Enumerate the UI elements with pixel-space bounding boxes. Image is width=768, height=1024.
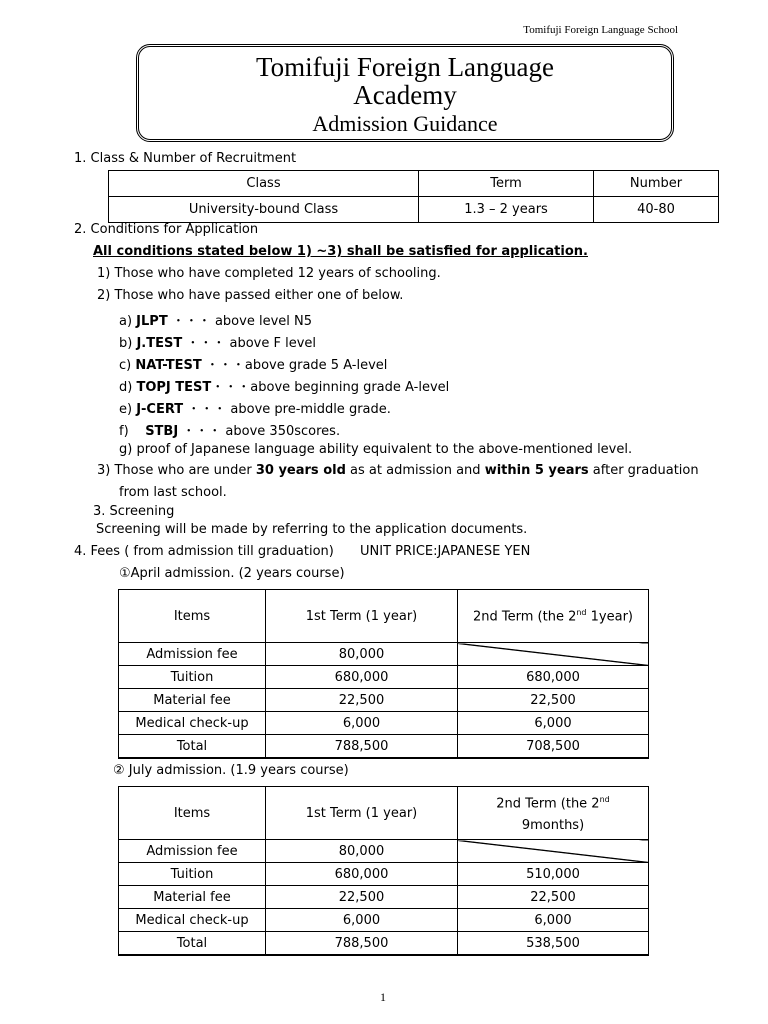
table-row	[119, 689, 649, 712]
july-caption: ② July admission. (1.9 years course)	[113, 763, 349, 778]
col-term: Term	[419, 171, 594, 197]
header-school-name: Tomifuji Foreign Language School	[523, 24, 678, 36]
fee-term1: 680,000	[266, 863, 458, 886]
fee-term2: 22,500	[458, 689, 649, 712]
table-row	[119, 863, 649, 886]
condition-item-e: e) J-CERT ・・・ above pre-middle grade.	[119, 402, 391, 417]
cell-class: University-bound Class	[109, 197, 419, 223]
fee-term2: 6,000	[458, 909, 649, 932]
table-row	[119, 886, 649, 909]
table-row-total	[119, 932, 649, 956]
fee-term1: 680,000	[266, 666, 458, 689]
title-box	[136, 44, 674, 142]
fee-item: Admission fee	[119, 840, 266, 863]
condition-item-g: g) proof of Japanese language ability equivalent to the above-mentioned level.	[119, 442, 633, 457]
table-row	[119, 712, 649, 735]
col-class: Class	[109, 171, 419, 197]
fee-item: Medical check-up	[119, 712, 266, 735]
section2-heading: 2. Conditions for Application	[74, 222, 259, 237]
fee-term1: 80,000	[266, 840, 458, 863]
fee-item: Total	[119, 932, 266, 956]
fee-term2: 708,500	[458, 735, 649, 759]
section1-heading: 1. Class & Number of Recruitment	[74, 151, 297, 166]
fee-item: Tuition	[119, 863, 266, 886]
condition-item-c: c) NAT-TEST ・・・above grade 5 A-level	[119, 358, 388, 373]
section4-heading: 4. Fees ( from admission till graduation)	[74, 544, 334, 559]
conditions-note: All conditions stated below 1) ~3) shall be satisfied for application.	[93, 244, 588, 259]
fee-item: Tuition	[119, 666, 266, 689]
condition-item-b: b) J.TEST ・・・ above F level	[119, 336, 317, 351]
table-row	[119, 666, 649, 689]
fee-term1: 80,000	[266, 643, 458, 666]
page-number: 1	[380, 990, 386, 1004]
section3-heading: 3. Screening	[93, 504, 175, 519]
fee-term1: 6,000	[266, 909, 458, 932]
july-fee-table	[118, 786, 649, 956]
fee-term2-empty	[458, 643, 649, 666]
fee-header-term1: 1st Term (1 year)	[266, 787, 458, 840]
fee-item: Medical check-up	[119, 909, 266, 932]
screening-text: Screening will be made by referring to the application documents.	[96, 522, 528, 537]
unit-price: UNIT PRICE:JAPANESE YEN	[360, 544, 531, 559]
fee-header-term2: 2nd Term (the 2nd 9months)	[458, 787, 649, 840]
fee-term1: 22,500	[266, 689, 458, 712]
table-row	[119, 909, 649, 932]
table-row	[119, 643, 649, 666]
fee-term2-empty	[458, 840, 649, 863]
condition-1: 1) Those who have completed 12 years of schooling.	[97, 266, 441, 281]
title-line-3: Admission Guidance	[312, 111, 498, 136]
fee-term2: 680,000	[458, 666, 649, 689]
fee-term2: 6,000	[458, 712, 649, 735]
fee-item: Material fee	[119, 886, 266, 909]
condition-3: 3) Those who are under 30 years old as at admission and within 5 years after graduation	[97, 463, 699, 478]
fee-header-items: Items	[119, 787, 266, 840]
col-number: Number	[594, 171, 719, 197]
recruitment-table	[108, 170, 719, 223]
fee-term2: 510,000	[458, 863, 649, 886]
condition-2: 2) Those who have passed either one of below.	[97, 288, 404, 303]
title-line-1: Tomifuji Foreign Language	[255, 52, 555, 82]
condition-item-f: f) STBJ ・・・ above 350scores.	[119, 424, 341, 439]
april-caption: ①April admission. (2 years course)	[119, 566, 345, 581]
fee-term1: 6,000	[266, 712, 458, 735]
title-line-2: Academy	[353, 80, 457, 110]
condition-item-d: d) TOPJ TEST・・・above beginning grade A-level	[119, 380, 450, 395]
condition-item-a: a) JLPT ・・・ above level N5	[119, 314, 313, 329]
fee-item: Material fee	[119, 689, 266, 712]
cell-term: 1.3 – 2 years	[419, 197, 594, 223]
table-row-total	[119, 735, 649, 759]
fee-term1: 788,500	[266, 735, 458, 759]
fee-term2: 22,500	[458, 886, 649, 909]
april-fee-table	[118, 589, 649, 759]
fee-term1: 22,500	[266, 886, 458, 909]
fee-header-items: Items	[119, 590, 266, 643]
fee-term2: 538,500	[458, 932, 649, 956]
cell-number: 40-80	[594, 197, 719, 223]
fee-header-term1: 1st Term (1 year)	[266, 590, 458, 643]
fee-term1: 788,500	[266, 932, 458, 956]
condition-3-cont: from last school.	[119, 485, 227, 500]
fee-item: Admission fee	[119, 643, 266, 666]
fee-item: Total	[119, 735, 266, 759]
table-row	[119, 840, 649, 863]
fee-header-term2: 2nd Term (the 2nd 1year)	[458, 590, 649, 643]
